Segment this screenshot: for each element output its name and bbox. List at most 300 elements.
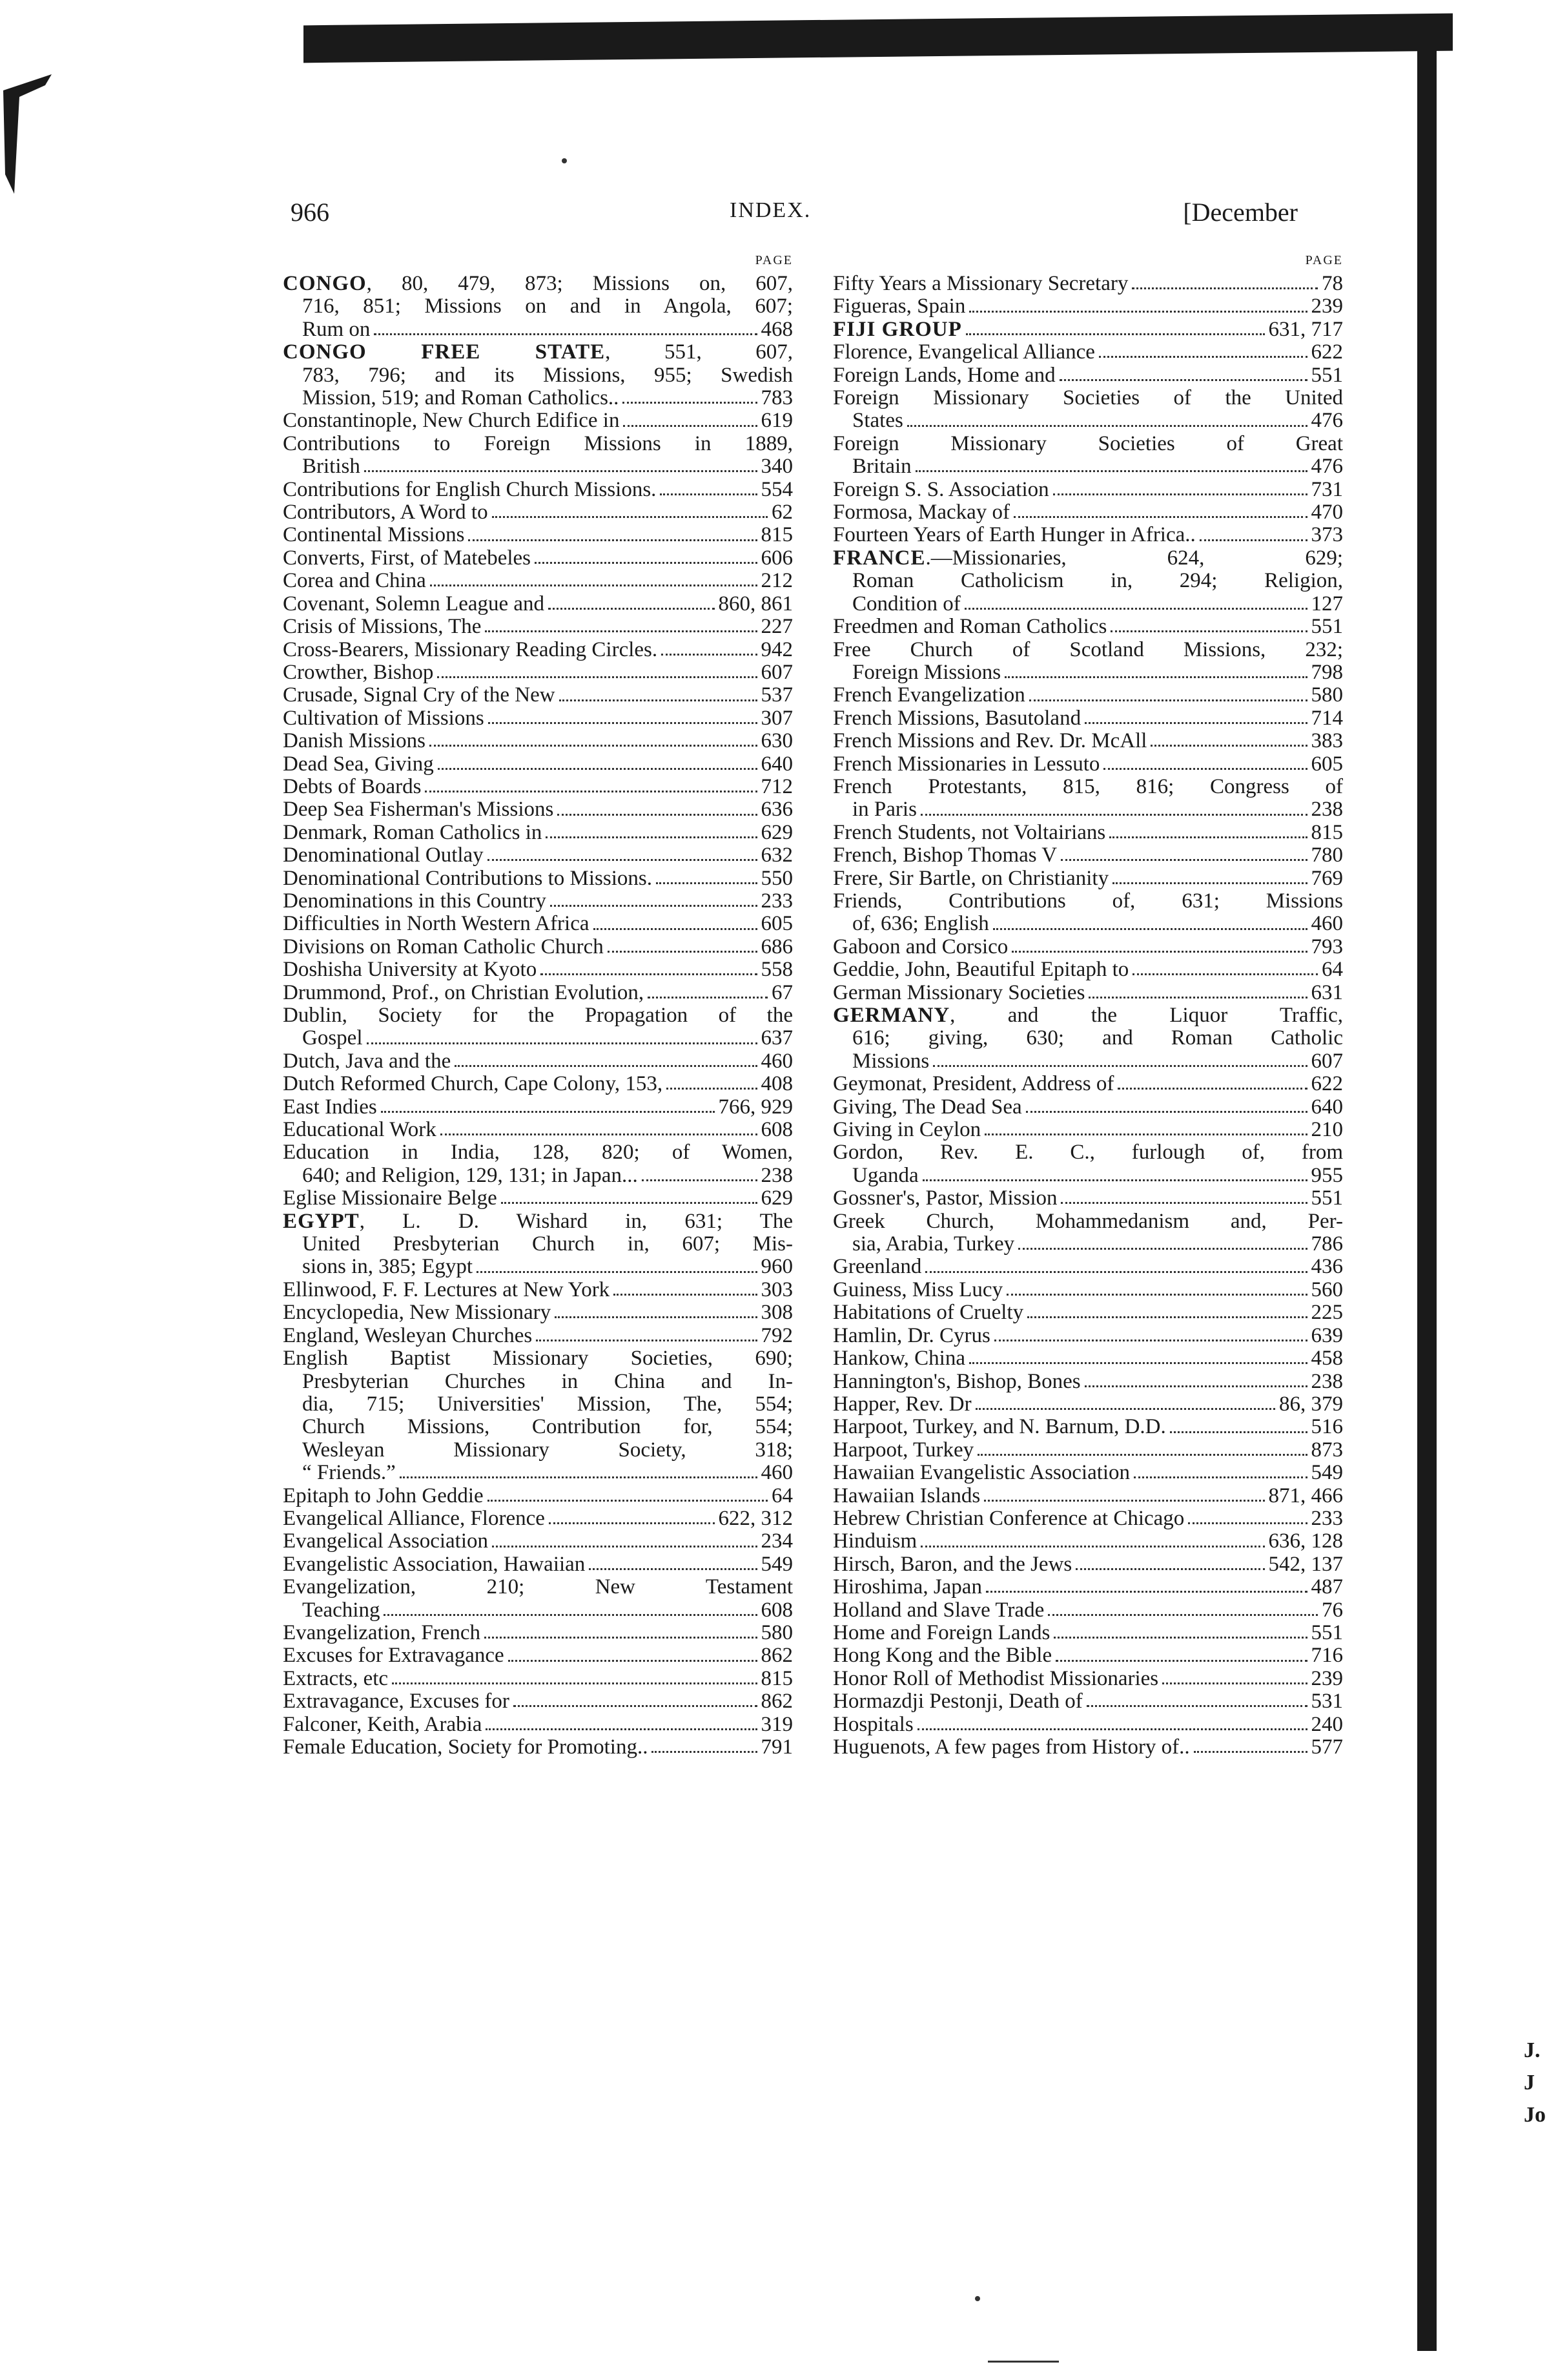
- index-entry: [833, 982, 1343, 1004]
- dot-leader: [1133, 973, 1318, 975]
- dot-leader: [1099, 356, 1307, 358]
- index-entry: [283, 1050, 793, 1073]
- page-reference: 487: [1311, 1576, 1343, 1599]
- index-line: [283, 616, 793, 638]
- entry-text: Britain: [852, 455, 912, 479]
- index-entry: [833, 1576, 1343, 1599]
- index-line: [833, 936, 1343, 958]
- running-month: [December: [1183, 198, 1298, 227]
- index-entry: [833, 1393, 1343, 1416]
- index-entry: [833, 936, 1343, 958]
- index-entry: [833, 547, 1343, 616]
- index-entry: [283, 753, 793, 776]
- entry-text: Rum on: [302, 318, 371, 341]
- dot-leader: [1018, 1248, 1307, 1250]
- dot-leader: [978, 1454, 1307, 1456]
- entry-text: Covenant, Solemn League and: [283, 592, 545, 616]
- dot-leader: [557, 814, 757, 816]
- entry-text: Drummond, Prof., on Christian Evolution,: [283, 981, 644, 1004]
- page-reference: 632: [761, 844, 793, 867]
- entry-text: Denmark, Roman Catholics in: [283, 821, 542, 844]
- page-reference: 460: [1311, 913, 1343, 936]
- dot-leader: [613, 1294, 757, 1296]
- index-line: [283, 936, 793, 958]
- entry-text: Giving, The Dead Sea: [833, 1095, 1022, 1119]
- dot-leader: [1118, 1088, 1307, 1090]
- page-reference: 307: [761, 707, 793, 730]
- index-entry: [283, 1530, 793, 1553]
- index-line: [833, 318, 1343, 341]
- dot-leader: [1170, 1431, 1307, 1433]
- index-column-left: [283, 251, 793, 1759]
- entry-text: Constantinople, New Church Edifice in: [283, 409, 620, 433]
- dot-leader: [608, 951, 757, 953]
- entry-text: CONGO FREE STATE, 551, 607,: [283, 341, 793, 364]
- entry-text: Hawaiian Islands: [833, 1484, 981, 1507]
- index-entry: [833, 1462, 1343, 1484]
- page-reference: 942: [761, 638, 793, 661]
- index-line: [283, 501, 793, 524]
- index-entry: [833, 958, 1343, 981]
- index-line: [833, 844, 1343, 867]
- page-reference: 476: [1311, 455, 1343, 479]
- index-entry: [283, 890, 793, 913]
- dot-leader: [488, 722, 757, 724]
- entry-text: French, Bishop Thomas V: [833, 844, 1058, 867]
- page-reference: 686: [761, 935, 793, 958]
- entry-text: Dublin, Society for the Propagation of the: [283, 1004, 793, 1027]
- dot-leader: [438, 768, 757, 770]
- entry-text: Foreign Missionary Societies of Great: [833, 432, 1343, 455]
- page-reference: 631, 717: [1268, 318, 1343, 341]
- index-line: [283, 1553, 793, 1576]
- page-reference: 605: [761, 913, 793, 936]
- entry-text: Greek Church, Mohammedanism and, Per-: [833, 1210, 1343, 1233]
- index-line: [283, 1599, 793, 1622]
- index-line: [833, 479, 1343, 501]
- entry-text: England, Wesleyan Churches: [283, 1324, 533, 1347]
- index-line: [833, 1164, 1343, 1187]
- page-header: [291, 197, 1298, 236]
- index-line: [283, 776, 793, 798]
- page-reference: 792: [761, 1324, 793, 1347]
- entry-text: Evangelistic Association, Hawaiian: [283, 1553, 586, 1576]
- index-line: [283, 1690, 793, 1713]
- page-reference: 308: [761, 1301, 793, 1325]
- index-entry: [833, 776, 1343, 822]
- dot-leader: [429, 745, 757, 747]
- index-line: [833, 1050, 1343, 1073]
- entry-text: Greenland: [833, 1256, 922, 1279]
- entry-text: Corea and China: [283, 570, 426, 593]
- index-line: [283, 1119, 793, 1141]
- index-line: [833, 1371, 1343, 1393]
- index-line: [283, 479, 793, 501]
- index-line: [283, 913, 793, 935]
- index-entries: [833, 273, 1343, 1759]
- dot-leader: [501, 1202, 757, 1204]
- page-reference: 955: [1311, 1164, 1343, 1187]
- page-reference: 212: [761, 570, 793, 593]
- index-line: [833, 1096, 1343, 1119]
- index-entry: [283, 982, 793, 1004]
- index-line: [833, 822, 1343, 844]
- page-reference: 460: [761, 1462, 793, 1485]
- index-entry: [833, 479, 1343, 501]
- page-reference: 554: [761, 478, 793, 501]
- entry-text: Habitations of Cruelty: [833, 1301, 1024, 1325]
- dot-leader: [917, 1728, 1307, 1730]
- dot-leader: [535, 562, 757, 564]
- index-entry: [833, 295, 1343, 318]
- entry-text: sions in, 385; Egypt: [302, 1256, 473, 1279]
- scan-right-border: [1417, 26, 1437, 2351]
- index-entry: [283, 1279, 793, 1301]
- dot-leader: [1200, 539, 1307, 541]
- entry-text: Hannington's, Bishop, Bones: [833, 1370, 1081, 1393]
- dot-leader: [374, 333, 757, 335]
- index-line: [833, 1644, 1343, 1667]
- index-line: [833, 1393, 1343, 1416]
- page-reference: 470: [1311, 501, 1343, 524]
- entry-text: Missions: [852, 1050, 930, 1073]
- index-line: [283, 1256, 793, 1278]
- index-entry: [833, 1622, 1343, 1644]
- index-entry: [833, 1325, 1343, 1347]
- page-reference: 240: [1311, 1713, 1343, 1736]
- index-line: [833, 1530, 1343, 1553]
- page-reference: 542, 137: [1268, 1553, 1343, 1576]
- entry-text: 616; giving, 630; and Roman Catholic: [852, 1027, 1343, 1050]
- entry-text: Hankow, China: [833, 1347, 965, 1371]
- scan-top-border: [303, 14, 1453, 63]
- index-line: [283, 1485, 793, 1507]
- index-line: [833, 753, 1343, 776]
- dot-leader: [1132, 287, 1318, 289]
- entry-text: Danish Missions: [283, 730, 425, 753]
- page-reference: 786: [1311, 1233, 1343, 1256]
- entry-text: Harpoot, Turkey: [833, 1438, 974, 1462]
- index-entry: [833, 1507, 1343, 1530]
- index-entry: [833, 1668, 1343, 1690]
- page-reference: 64: [1322, 958, 1343, 982]
- dot-leader: [1111, 630, 1307, 632]
- index-entry: [283, 1668, 793, 1690]
- index-entry: [833, 639, 1343, 685]
- page-reference: 460: [761, 1050, 793, 1073]
- entry-text: Guiness, Miss Lucy: [833, 1278, 1003, 1301]
- page-reference: 238: [1311, 1370, 1343, 1393]
- footer-rule: [988, 2361, 1059, 2363]
- dot-leader: [907, 425, 1307, 427]
- dot-leader: [1151, 745, 1307, 747]
- index-entry: [283, 639, 793, 661]
- dot-leader: [425, 791, 757, 792]
- entry-text: Educational Work: [283, 1119, 436, 1142]
- index-entry: [283, 547, 793, 570]
- index-entry: [833, 1553, 1343, 1576]
- entry-text: Falconer, Keith, Arabia: [283, 1713, 482, 1736]
- page-reference: 815: [761, 524, 793, 547]
- index-entry: [833, 616, 1343, 638]
- dot-leader: [593, 928, 757, 930]
- index-line: [833, 1347, 1343, 1370]
- index-entries: [283, 273, 793, 1759]
- index-line: [283, 1668, 793, 1690]
- index-entry: [283, 409, 793, 432]
- page-reference: 227: [761, 616, 793, 639]
- dot-leader: [993, 928, 1307, 930]
- entry-text: Hawaiian Evangelistic Association: [833, 1462, 1131, 1485]
- page-reference: 622: [1311, 341, 1343, 364]
- headword: FRANCE: [833, 546, 926, 570]
- index-entry: [833, 1530, 1343, 1553]
- index-entry: [833, 1210, 1343, 1256]
- page-reference: 793: [1311, 935, 1343, 958]
- side-letter: J.: [1524, 2038, 1541, 2062]
- page-reference: 238: [1311, 798, 1343, 822]
- page-reference: 731: [1311, 478, 1343, 501]
- entry-text: [833, 318, 962, 341]
- dot-leader: [1085, 1385, 1307, 1387]
- entry-text: Dead Sea, Giving: [283, 752, 434, 776]
- entry-text: Female Education, Society for Promoting..: [283, 1736, 648, 1759]
- page-number: 966: [291, 198, 329, 227]
- page-reference: 639: [1311, 1324, 1343, 1347]
- page-reference: 766, 929: [718, 1095, 793, 1119]
- index-line: [833, 616, 1343, 638]
- speck-mark: [562, 158, 567, 163]
- entry-text: Formosa, Mackay of: [833, 501, 1010, 524]
- index-entry: [283, 1347, 793, 1484]
- entry-text: Dutch, Java and the: [283, 1050, 451, 1073]
- index-entry: [283, 341, 793, 409]
- page-reference: 608: [761, 1599, 793, 1622]
- index-line: [833, 1301, 1343, 1324]
- index-line: [283, 1050, 793, 1073]
- index-line: [833, 1690, 1343, 1713]
- page-reference: 960: [761, 1256, 793, 1279]
- entry-text: Presbyterian Churches in China and In-: [302, 1370, 793, 1393]
- dot-leader: [916, 470, 1307, 472]
- index-entry: [283, 867, 793, 890]
- index-line: [833, 501, 1343, 524]
- dot-leader: [384, 1614, 757, 1616]
- page-reference: 531: [1311, 1690, 1343, 1713]
- page-reference: 619: [761, 409, 793, 433]
- index-entry: [283, 1736, 793, 1759]
- page-reference: 551: [1311, 1621, 1343, 1644]
- entry-text: FRANCE.—Missionaries, 624, 629;: [833, 546, 1343, 570]
- index-entry: [833, 1690, 1343, 1713]
- page-reference: 636: [761, 798, 793, 822]
- index-line: [833, 1119, 1343, 1141]
- index-entry: [833, 1096, 1343, 1119]
- page-reference: 64: [772, 1484, 793, 1507]
- index-entry: [283, 1301, 793, 1324]
- page-reference: 558: [761, 958, 793, 982]
- index-entry: [833, 1736, 1343, 1759]
- index-entry: [833, 1141, 1343, 1187]
- index-entry: [833, 753, 1343, 776]
- index-entry: [833, 1713, 1343, 1736]
- dot-leader: [648, 997, 768, 999]
- entry-text: Fifty Years a Missionary Secretary: [833, 273, 1129, 295]
- index-entry: [283, 844, 793, 867]
- index-line: [283, 570, 793, 592]
- entry-text: Roman Catholicism in, 294; Religion,: [852, 570, 1343, 593]
- entry-text: Gospel: [302, 1027, 363, 1050]
- index-entry: [833, 1301, 1343, 1324]
- entry-text: Foreign Missionary Societies of the United: [833, 387, 1343, 410]
- index-line: [283, 1279, 793, 1301]
- dot-leader: [1026, 1111, 1307, 1113]
- dot-leader: [1109, 836, 1307, 838]
- entry-text: East Indies: [283, 1095, 377, 1119]
- dot-leader: [921, 814, 1307, 816]
- entry-text: Denominations in this Country: [283, 889, 546, 913]
- index-entry: [833, 387, 1343, 433]
- entry-text: Free Church of Scotland Missions, 232;: [833, 638, 1343, 661]
- dot-leader: [923, 1179, 1307, 1181]
- index-entry: [283, 1644, 793, 1667]
- entry-text: United Presbyterian Church in, 607; Mis-: [302, 1233, 793, 1256]
- dot-leader: [642, 1179, 757, 1181]
- page-reference: 637: [761, 1027, 793, 1050]
- index-entry: [283, 1553, 793, 1576]
- dot-leader: [546, 836, 757, 838]
- index-entry: [833, 1485, 1343, 1507]
- page-column-heading: PAGE: [1305, 253, 1343, 267]
- page-reference: 551: [1311, 1187, 1343, 1210]
- dot-leader: [1061, 859, 1307, 861]
- entry-text: Hiroshima, Japan: [833, 1576, 982, 1599]
- page-reference: 233: [761, 889, 793, 913]
- index-entry: [283, 730, 793, 752]
- index-entry: [833, 1256, 1343, 1278]
- index-entry: [283, 1096, 793, 1119]
- entry-text: Florence, Evangelical Alliance: [833, 341, 1095, 364]
- page-reference: 815: [761, 1667, 793, 1690]
- entry-text: Gaboon and Corsico: [833, 935, 1009, 958]
- index-entry: [283, 776, 793, 798]
- side-letter: Jo: [1524, 2103, 1546, 2127]
- index-line: [283, 730, 793, 752]
- dot-leader: [1014, 516, 1307, 518]
- index-line: [283, 547, 793, 570]
- index-entry: [283, 1119, 793, 1141]
- entry-text: Contributors, A Word to: [283, 501, 488, 524]
- entry-text: Extracts, etc: [283, 1667, 389, 1690]
- entry-text: Cultivation of Missions: [283, 707, 484, 730]
- index-line: [833, 1599, 1343, 1622]
- dot-leader: [484, 1637, 757, 1639]
- page-reference: 408: [761, 1073, 793, 1096]
- index-entry: [283, 570, 793, 592]
- index-line: [833, 982, 1343, 1004]
- entry-text: Wesleyan Missionary Society, 318;: [302, 1438, 793, 1462]
- entry-text: English Baptist Missionary Societies, 690;: [283, 1347, 793, 1371]
- index-entry: [833, 1416, 1343, 1438]
- index-line: [283, 822, 793, 844]
- index-entry: [283, 1187, 793, 1210]
- index-line: [833, 295, 1343, 318]
- index-line: [283, 890, 793, 913]
- index-line: [283, 593, 793, 616]
- index-line: [283, 707, 793, 730]
- index-entry: [833, 707, 1343, 730]
- headword: CONGO: [283, 273, 367, 295]
- page-column-heading: PAGE: [755, 253, 793, 267]
- index-entry: [283, 661, 793, 684]
- index-entry: [283, 958, 793, 981]
- page-reference: 340: [761, 455, 793, 479]
- index-line: [283, 1713, 793, 1736]
- entry-text: Education in India, 128, 820; of Women,: [283, 1141, 793, 1164]
- entry-text: Difficulties in North Western Africa: [283, 913, 589, 936]
- page-reference: 607: [1311, 1050, 1343, 1073]
- index-line: [833, 1576, 1343, 1599]
- index-entry: [283, 1622, 793, 1644]
- dot-leader: [966, 333, 1265, 335]
- index-line: [833, 409, 1343, 432]
- page-reference: 233: [1311, 1507, 1343, 1530]
- headword: FIJI GROUP: [833, 318, 962, 341]
- page-reference: 383: [1311, 730, 1343, 753]
- dot-leader: [1188, 1522, 1307, 1524]
- dot-leader: [381, 1111, 715, 1113]
- entry-text: States: [852, 409, 903, 433]
- entry-text: Crusade, Signal Cry of the New: [283, 684, 555, 707]
- index-line: [833, 1668, 1343, 1690]
- entry-text: Hamlin, Dr. Cyrus: [833, 1324, 990, 1347]
- entry-text: 783, 796; and its Missions, 955; Swedish: [302, 364, 793, 387]
- dot-leader: [400, 1476, 757, 1478]
- dot-leader: [623, 425, 757, 427]
- dot-leader: [392, 1682, 757, 1684]
- page-reference: 580: [761, 1621, 793, 1644]
- index-entry: [833, 1439, 1343, 1462]
- page-reference: 238: [761, 1164, 793, 1187]
- page-reference: 606: [761, 546, 793, 570]
- dot-leader: [367, 1042, 757, 1044]
- dot-leader: [1060, 379, 1307, 381]
- page-reference: 436: [1311, 1256, 1343, 1279]
- index-line: [283, 867, 793, 890]
- page-reference: 712: [761, 775, 793, 798]
- page-reference: 607: [761, 661, 793, 684]
- entry-text: Hebrew Christian Conference at Chicago: [833, 1507, 1185, 1530]
- section-title: INDEX.: [730, 198, 812, 222]
- index-entry: [283, 707, 793, 730]
- index-entry: [283, 273, 793, 341]
- entry-text: Epitaph to John Geddie: [283, 1484, 484, 1507]
- dot-leader: [548, 608, 714, 610]
- dot-leader: [468, 539, 757, 541]
- dot-leader: [1056, 1660, 1307, 1662]
- side-letter: J: [1524, 2071, 1535, 2095]
- entry-text: Excuses for Extravagance: [283, 1644, 504, 1668]
- page-reference: 62: [772, 501, 793, 524]
- index-line: [833, 1485, 1343, 1507]
- entry-text: Geymonat, President, Address of: [833, 1073, 1114, 1096]
- index-line: [283, 1096, 793, 1119]
- dot-leader: [965, 608, 1307, 610]
- entry-text: Hong Kong and the Bible: [833, 1644, 1052, 1668]
- entry-text: Happer, Rev. Dr: [833, 1392, 972, 1416]
- entry-text: Foreign Missions: [852, 661, 1001, 684]
- page-reference: 862: [761, 1690, 793, 1713]
